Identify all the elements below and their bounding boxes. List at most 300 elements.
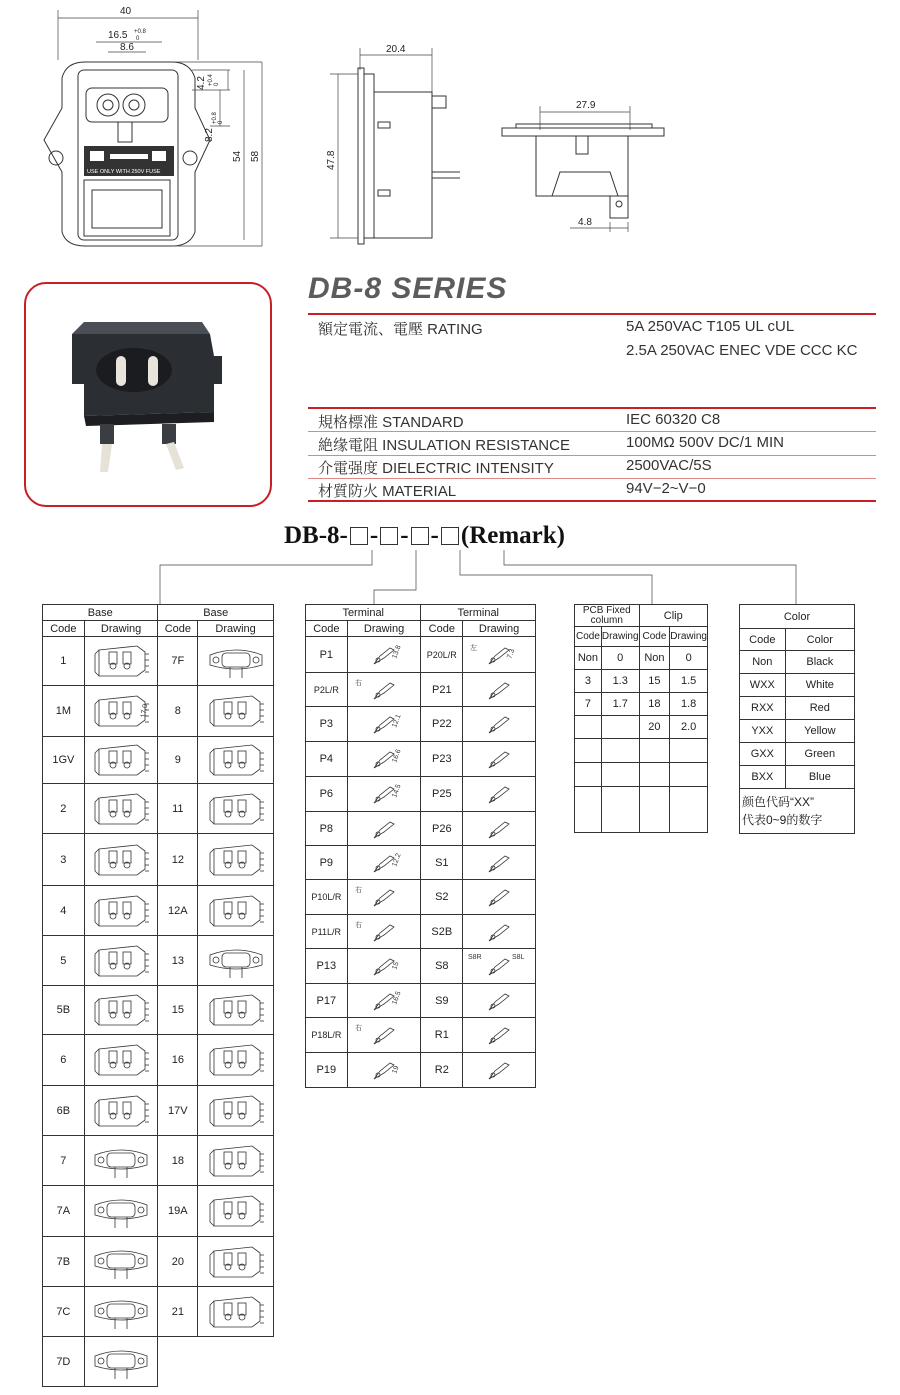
terminal-drawing-cell [463, 637, 536, 673]
terminal-code: R2 [421, 1053, 463, 1088]
pcb-header: PCB Fixed column [575, 605, 640, 627]
color-code: GXX [740, 743, 786, 766]
base-row [43, 886, 274, 936]
terminal-row [306, 915, 536, 949]
pcb-clip-cell: 18 [639, 693, 670, 716]
order-code-prefix: DB-8- [284, 522, 348, 549]
dim-top-offset: 4.2 [196, 76, 207, 90]
pcb-clip-cell: Non [639, 647, 670, 670]
pcb-clip-cell [601, 716, 639, 739]
base-drawing [89, 739, 153, 781]
base-code: 15 [158, 986, 198, 1035]
base-drawing [89, 1291, 153, 1333]
base-drawing [204, 1190, 268, 1232]
terminal-code: P21 [421, 673, 463, 707]
terminal-drawing-cell [347, 1053, 421, 1088]
base-drawing [89, 1241, 153, 1283]
base-drawing [204, 788, 268, 830]
terminal-code: S9 [421, 984, 463, 1018]
terminal-row [306, 1018, 536, 1053]
terminal-row [306, 984, 536, 1018]
terminal-code: P11L/R [306, 915, 348, 949]
terminal-row [306, 707, 536, 742]
pcb-clip-row [575, 716, 708, 739]
pcb-clip-cell: Non [575, 647, 602, 670]
base-drawing-cell [198, 784, 274, 834]
base-drawing-cell [198, 886, 274, 936]
color-name: Yellow [785, 720, 854, 743]
color-row [740, 674, 855, 697]
terminal-code: S1 [421, 846, 463, 880]
color-row [740, 720, 855, 743]
spec-value-material: 94V−2~V−0 [626, 480, 706, 497]
pcb-clip-cell: 1.3 [601, 670, 639, 693]
pcb-clip-row [575, 693, 708, 716]
base-drawing [89, 640, 153, 682]
terminal-dim-label: 16.5 [391, 989, 403, 1006]
terminal-drawing [351, 709, 417, 739]
svg-text:+0.8: +0.8 [212, 112, 218, 124]
base-drawing-cell [198, 737, 274, 784]
terminal-drawing-cell [347, 673, 421, 707]
pcb-clip-cell: 1.7 [601, 693, 639, 716]
base-row [43, 1136, 274, 1186]
dim-height-a: 54 [232, 150, 243, 162]
terminal-drawing [351, 917, 417, 947]
base-code: 2 [43, 784, 85, 834]
terminal-group-header: Terminal [306, 605, 421, 621]
terminal-drawing-cell [463, 1053, 536, 1088]
terminal-code: P20L/R [421, 637, 463, 673]
base-row [43, 737, 274, 784]
base-dim-label: 17.0 [140, 703, 150, 719]
base-drawing [204, 690, 268, 732]
terminal-drawing-cell [463, 742, 536, 777]
terminal-drawing-cell [347, 880, 421, 915]
base-code: 6 [43, 1035, 85, 1086]
base-code: 4 [43, 886, 85, 936]
terminal-dim-label: 19 [391, 1064, 401, 1075]
base-code: 6B [43, 1086, 85, 1136]
spec-value-insulation: 100MΩ 500V DC/1 MIN [626, 434, 784, 451]
terminal-drawing-cell [463, 846, 536, 880]
base-code: 13 [158, 936, 198, 986]
terminal-drawing [466, 1020, 532, 1050]
base-code: 5 [43, 936, 85, 986]
terminal-code: R1 [421, 1018, 463, 1053]
color-name: Blue [785, 766, 854, 789]
terminal-dim-label: 14.5 [391, 783, 403, 799]
base-drawing-cell [84, 986, 158, 1035]
spec-label-material: 材質防火 MATERIAL [318, 483, 457, 500]
base-row [43, 784, 274, 834]
svg-text:0: 0 [214, 82, 220, 86]
color-row [740, 651, 855, 674]
terminal-code: P6 [306, 777, 348, 812]
pcb-clip-cell [639, 763, 670, 787]
base-drawing-cell [84, 1287, 158, 1337]
dim-mid-offset: 8.2 [204, 128, 215, 142]
base-code: 12A [158, 886, 198, 936]
spec-label-standard: 規格標准 STANDARD [318, 414, 464, 431]
base-drawing [204, 1090, 268, 1132]
base-row [43, 986, 274, 1035]
base-drawing [89, 1039, 153, 1081]
base-drawing [204, 1241, 268, 1283]
svg-text:+0.4: +0.4 [208, 74, 214, 86]
color-header: Color [740, 605, 855, 629]
terminal-drawing-cell [463, 673, 536, 707]
terminal-code: S2B [421, 915, 463, 949]
terminal-drawing-cell [463, 949, 536, 984]
base-code: 7C [43, 1287, 85, 1337]
terminal-drawing-cell [347, 915, 421, 949]
base-code: 20 [158, 1237, 198, 1287]
terminal-drawing [466, 986, 532, 1016]
terminal-drawing-cell [347, 777, 421, 812]
terminal-drawing [351, 986, 417, 1016]
base-drawing-cell [198, 986, 274, 1035]
pcb-clip-cell: 7 [575, 693, 602, 716]
base-drawing [89, 1190, 153, 1232]
base-row [43, 1237, 274, 1287]
base-code: 11 [158, 784, 198, 834]
terminal-dim-label: 12.2 [391, 851, 403, 868]
base-drawing-cell [198, 637, 274, 686]
base-drawing-cell [84, 784, 158, 834]
base-drawing [204, 1140, 268, 1182]
terminal-drawing [351, 1020, 417, 1050]
base-row [43, 637, 274, 686]
terminal-dim-label: 7.3 [506, 647, 517, 660]
dim-side-depth: 20.4 [386, 44, 406, 55]
terminal-row [306, 673, 536, 707]
terminal-code: P17 [306, 984, 348, 1018]
spec-label-dielectric: 介電强度 DIELECTRIC INTENSITY [318, 460, 554, 477]
terminal-drawing-cell [347, 1018, 421, 1053]
color-table: Color Code Color Non Black WXX White RXX Red YXX Yellow GXX Green BXX Blue 颜色代码“XX” 代表0~9的数字 [739, 604, 855, 834]
base-drawing [204, 989, 268, 1031]
terminal-code: P4 [306, 742, 348, 777]
color-code: WXX [740, 674, 786, 697]
base-code: 1GV [43, 737, 85, 784]
pcb-clip-cell [639, 739, 670, 763]
terminal-row [306, 777, 536, 812]
base-drawing [89, 940, 153, 982]
base-drawing-cell [198, 834, 274, 886]
base-drawing-cell [84, 1337, 158, 1387]
pcb-clip-cell [670, 739, 708, 763]
pcb-clip-cell: 0 [601, 647, 639, 670]
pcb-clip-cell: 20 [639, 716, 670, 739]
terminal-drawing [466, 709, 532, 739]
base-drawing [89, 788, 153, 830]
base-drawing [204, 1291, 268, 1333]
pcb-clip-row [575, 670, 708, 693]
base-row [43, 834, 274, 886]
terminal-drawing-cell [463, 1018, 536, 1053]
terminal-table: Terminal Terminal Code Drawing Code Drawing P1 13.8 P20L/R 7.3 左 P2L/R 右 P21 P3 12.1 P22 P4 16.6 P23 P6 14.5 P25 P8 P26 P9 12.2 S1 P10L/R 右 S2 P11L/R 右 S2B P13 15 S8 S8R S8L P17 16.5 S9 P18L/R 右 R1 P19 19 R2 [305, 604, 536, 1088]
base-table: Base Base Code Drawing Code Drawing 1 7F 1M 17.0 8 1GV 9 2 11 3 12 4 12A 5 13 5B 15 6 16 6B 17V 7 18 7A 19A 7B 20 7C 21 7D [42, 604, 274, 1387]
pcb-clip-cell: 2.0 [670, 716, 708, 739]
base-group-header: Base [43, 605, 158, 621]
terminal-drawing [466, 1055, 532, 1085]
order-code: DB-8- - - - (Remark) [284, 522, 566, 549]
terminal-side-mark: 右 [355, 920, 363, 929]
terminal-drawing [351, 882, 417, 912]
base-drawing-cell [198, 1287, 274, 1337]
terminal-dim-label: 12.1 [391, 713, 403, 729]
terminal-code: P19 [306, 1053, 348, 1088]
base-drawing-cell [198, 1237, 274, 1287]
base-code: 7A [43, 1186, 85, 1237]
pcb-clip-row [575, 739, 708, 763]
base-drawing-cell [84, 686, 158, 737]
color-row [740, 743, 855, 766]
pcb-clip-cell [601, 739, 639, 763]
pcb-clip-cell [575, 739, 602, 763]
color-row [740, 766, 855, 789]
terminal-drawing-cell [347, 742, 421, 777]
terminal-side-mark: 左 [470, 643, 478, 652]
base-code: 9 [158, 737, 198, 784]
base-drawing [204, 640, 268, 682]
terminal-drawing [351, 848, 417, 878]
pcb-clip-row [575, 763, 708, 787]
base-drawing [89, 839, 153, 881]
terminal-drawing-cell [463, 707, 536, 742]
base-drawing-cell [84, 737, 158, 784]
terminal-dim-label: 16.6 [391, 748, 403, 764]
terminal-code: P13 [306, 949, 348, 984]
terminal-drawing-cell [347, 846, 421, 880]
terminal-row [306, 812, 536, 846]
dim-height-b: 58 [250, 150, 261, 162]
base-row [43, 686, 274, 737]
base-drawing [204, 890, 268, 932]
base-row [43, 1035, 274, 1086]
s8-left-label: S8R [468, 954, 482, 961]
base-drawing [204, 1039, 268, 1081]
terminal-drawing-cell [463, 984, 536, 1018]
pcb-clip-row [575, 647, 708, 670]
base-drawing-cell [84, 637, 158, 686]
base-row [43, 1287, 274, 1337]
base-drawing-cell [198, 1035, 274, 1086]
spec-label-insulation: 絶缘電阻 INSULATION RESISTANCE [318, 437, 570, 454]
terminal-code: P25 [421, 777, 463, 812]
terminal-drawing-cell [347, 812, 421, 846]
base-row [43, 1337, 274, 1387]
base-drawing-cell [84, 1237, 158, 1287]
terminal-dim-label: 13.8 [391, 643, 403, 660]
base-code: 1 [43, 637, 85, 686]
terminal-drawing [466, 744, 532, 774]
base-code: 19A [158, 1186, 198, 1237]
terminal-row [306, 846, 536, 880]
terminal-drawing-cell [347, 707, 421, 742]
terminal-drawing [466, 640, 532, 670]
terminal-drawing [466, 779, 532, 809]
base-drawing-cell [84, 936, 158, 986]
pcb-clip-cell: 1.5 [670, 670, 708, 693]
terminal-drawing [466, 882, 532, 912]
pcb-clip-cell [670, 763, 708, 787]
terminal-code: S8 [421, 949, 463, 984]
terminal-row [306, 742, 536, 777]
base-code: 17V [158, 1086, 198, 1136]
terminal-drawing-cell [347, 949, 421, 984]
color-name: White [785, 674, 854, 697]
terminal-drawing [351, 744, 417, 774]
base-drawing [204, 940, 268, 982]
base-drawing [89, 989, 153, 1031]
base-drawing-cell [84, 834, 158, 886]
base-group-header-2: Base [158, 605, 274, 621]
base-row [43, 936, 274, 986]
terminal-side-mark: 右 [355, 886, 363, 894]
base-row [43, 1186, 274, 1237]
svg-text:0: 0 [218, 120, 224, 124]
base-code: 12 [158, 834, 198, 886]
clip-header: Clip [639, 605, 707, 627]
pcb-clip-cell: 15 [639, 670, 670, 693]
order-code-remark: (Remark) [460, 522, 566, 549]
base-drawing-cell [84, 1186, 158, 1237]
terminal-code: P1 [306, 637, 348, 673]
pcb-clip-table: PCB Fixed column Clip Code Drawing Code Drawing Non 0 Non 0 3 1.3 15 1.5 7 1.7 18 1.8 20 2.0 [574, 604, 708, 833]
terminal-drawing [351, 1055, 417, 1085]
pcb-clip-cell: 3 [575, 670, 602, 693]
base-drawing-cell [198, 936, 274, 986]
terminal-drawing [351, 951, 417, 981]
terminal-drawing-cell [347, 984, 421, 1018]
base-drawing [89, 690, 153, 732]
terminal-drawing-cell [463, 777, 536, 812]
color-code: BXX [740, 766, 786, 789]
dim-front-width: 40 [120, 6, 132, 17]
color-name: Green [785, 743, 854, 766]
terminal-drawing [466, 917, 532, 947]
spec-value-standard: IEC 60320 C8 [626, 411, 721, 428]
terminal-drawing-cell [463, 880, 536, 915]
color-note: 颜色代码“XX” 代表0~9的数字 [740, 789, 855, 834]
base-drawing [204, 739, 268, 781]
color-name: Black [785, 651, 854, 674]
base-drawing-cell [198, 1186, 274, 1237]
terminal-code: P3 [306, 707, 348, 742]
base-code: 5B [43, 986, 85, 1035]
base-code: 8 [158, 686, 198, 737]
pcb-clip-cell [575, 763, 602, 787]
color-code: Non [740, 651, 786, 674]
base-code: 7 [43, 1136, 85, 1186]
terminal-drawing [466, 675, 532, 705]
terminal-dim-label: 15 [391, 960, 401, 971]
terminal-drawing [466, 814, 532, 844]
terminal-drawing [351, 675, 417, 705]
terminal-side-mark: 右 [355, 1024, 363, 1032]
terminal-code: P10L/R [306, 880, 348, 915]
spec-value-rating-2: 2.5A 250VAC ENEC VDE CCC KC [626, 342, 858, 359]
terminal-drawing [466, 848, 532, 878]
base-code: 3 [43, 834, 85, 886]
pcb-clip-cell: 0 [670, 647, 708, 670]
base-code: 7B [43, 1237, 85, 1287]
terminal-drawing-cell [463, 915, 536, 949]
dim-bottom-width: 27.9 [576, 100, 596, 111]
pcb-clip-cell: 1.8 [670, 693, 708, 716]
base-drawing [89, 1140, 153, 1182]
terminal-group-header-2: Terminal [421, 605, 536, 621]
base-code: 7D [43, 1337, 85, 1387]
base-drawing [89, 1341, 153, 1383]
base-drawing-cell [84, 1035, 158, 1086]
base-drawing-cell [84, 1136, 158, 1186]
terminal-drawing-cell [463, 812, 536, 846]
base-drawing-cell [84, 886, 158, 936]
dim-pin-width: 4.8 [578, 217, 592, 228]
terminal-code: P2L/R [306, 673, 348, 707]
base-code: 7F [158, 637, 198, 686]
base-drawing-cell [198, 1136, 274, 1186]
terminal-code: P26 [421, 812, 463, 846]
terminal-row [306, 637, 536, 673]
dim-pitch: 16.5 [108, 30, 128, 41]
dim-inner: 8.6 [120, 42, 134, 53]
s8-right-label: S8L [512, 954, 525, 961]
dim-side-height: 47.8 [326, 150, 337, 170]
terminal-code: P8 [306, 812, 348, 846]
terminal-drawing [466, 951, 532, 981]
base-code: 21 [158, 1287, 198, 1337]
spec-value-rating: 5A 250VAC T105 UL cUL [626, 318, 795, 335]
base-code: 16 [158, 1035, 198, 1086]
base-drawing-cell [198, 1086, 274, 1136]
color-name: Red [785, 697, 854, 720]
terminal-side-mark: 右 [355, 678, 363, 687]
terminal-code: P22 [421, 707, 463, 742]
terminal-drawing [351, 814, 417, 844]
terminal-code: P18L/R [306, 1018, 348, 1053]
svg-text:0: 0 [136, 36, 140, 42]
base-drawing [89, 1090, 153, 1132]
fuse-label: USE ONLY WITH 250V FUSE [87, 169, 161, 175]
base-code: 18 [158, 1136, 198, 1186]
color-code: YXX [740, 720, 786, 743]
base-drawing-cell [198, 686, 274, 737]
terminal-drawing-cell [347, 637, 421, 673]
series-title: DB-8 SERIES [308, 272, 508, 305]
terminal-row [306, 1053, 536, 1088]
base-drawing [89, 890, 153, 932]
terminal-row [306, 949, 536, 984]
color-row [740, 697, 855, 720]
terminal-code: S2 [421, 880, 463, 915]
color-code: RXX [740, 697, 786, 720]
terminal-code: P9 [306, 846, 348, 880]
base-row [43, 1086, 274, 1136]
pcb-clip-cell [601, 763, 639, 787]
terminal-drawing [351, 640, 417, 670]
base-drawing-cell [84, 1086, 158, 1136]
base-code: 1M [43, 686, 85, 737]
code-connector-lines [0, 0, 900, 620]
base-drawing [204, 839, 268, 881]
svg-text:+0.8: +0.8 [134, 29, 146, 35]
terminal-row [306, 880, 536, 915]
pcb-clip-cell [575, 716, 602, 739]
